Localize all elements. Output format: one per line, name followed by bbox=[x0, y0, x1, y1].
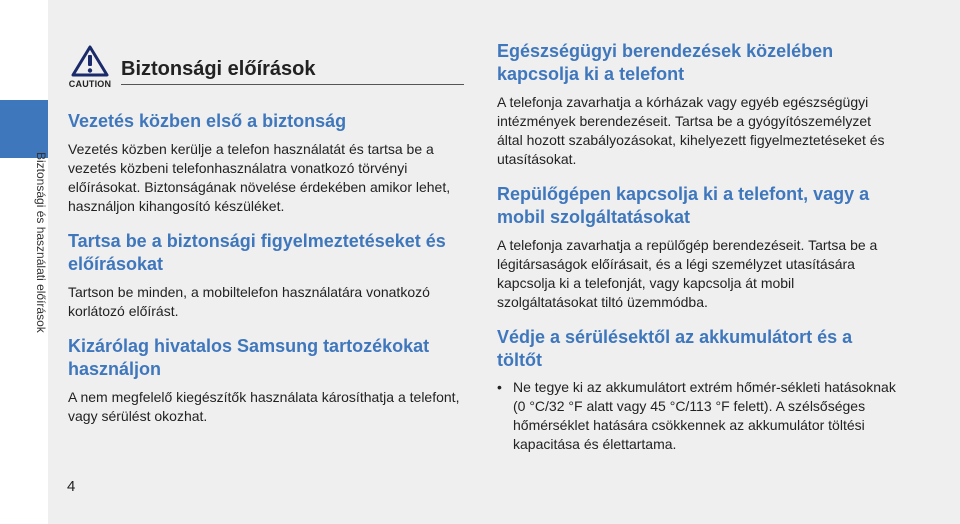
warning-triangle-icon bbox=[70, 44, 110, 78]
list-item: • Ne tegye ki az akkumulátort extrém hőmér-sékleti hatásoknak (0 °C/32 °F alatt vagy 45 °C/113 °F felett). A szélsőséges hőmérséklet hatására csökkennek az akkumulátor töltési kapacitása és élettartama. bbox=[497, 378, 897, 454]
caution-badge bbox=[66, 44, 114, 94]
chapter-side-label: Biztonsági és használati előírások bbox=[34, 152, 48, 333]
section-heading: Egészségügyi berendezések közelében kapcsolja ki a telefont bbox=[497, 41, 834, 84]
section-heading: Vezetés közben első a biztonság bbox=[68, 111, 347, 131]
section-text: Tartson be minden, a mobiltelefon használatára vonatkozó korlátozó előírást. bbox=[68, 284, 430, 319]
section-text: A nem megfelelő kiegészítők használata károsíthatja a telefont, vagy sérülést okozhat. bbox=[68, 389, 460, 424]
section-text: A telefonja zavarhatja a kórházak vagy egyéb egészségügyi intézmények berendezéseit. Tartsa be a gyógyítószemélyzet által hozott szabályozásokat, kihelyezett figyelmeztetéseket és utasításokat. bbox=[497, 94, 885, 167]
section-heading: Repülőgépen kapcsolja ki a telefont, vagy a mobil szolgáltatásokat bbox=[497, 184, 870, 227]
section-text: A telefonja zavarhatja a repülőgép berendezéseit. Tartsa be a légitársaságok előírásait, és a légi személyzet utasítására kapcsolja ki a telefonját, vagy kapcsolja át mobil szolgáltatásokat tiltó üzemmódba. bbox=[497, 237, 878, 310]
chapter-tab-marker bbox=[0, 100, 48, 158]
page-number: 4 bbox=[67, 478, 76, 495]
bullet-list bbox=[497, 378, 897, 454]
title-divider bbox=[121, 84, 464, 85]
section-heading: Tartsa be a biztonsági figyelmeztetéseket és előírásokat bbox=[68, 231, 446, 274]
right-column bbox=[497, 40, 897, 454]
caution-label: CAUTION bbox=[68, 79, 112, 89]
left-column bbox=[68, 110, 468, 440]
page-title: Biztonsági előírások bbox=[121, 58, 316, 80]
section-heading: Védje a sérülésektől az akkumulátort és a töltőt bbox=[497, 327, 853, 370]
section-text: Vezetés közben kerülje a telefon használatát és tartsa be a vezetés közbeni telefonhasználatra vonatkozó törvényi előírásokat. Biztonságának növelése érdekében amikor lehet, használjon kihangosító készüléket. bbox=[68, 141, 451, 214]
section-heading: Kizárólag hivatalos Samsung tartozékokat használjon bbox=[68, 336, 430, 379]
